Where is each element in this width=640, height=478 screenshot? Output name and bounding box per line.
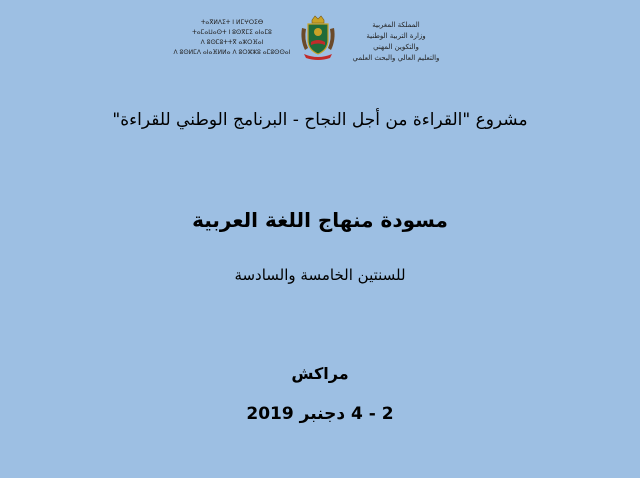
tifinagh-ministry-name xyxy=(168,18,296,58)
city-name: مراكش xyxy=(291,364,349,383)
document-subtitle: للسنتين الخامسة والسادسة xyxy=(234,266,406,284)
event-date: 2 - 4 دجنبر 2019 xyxy=(246,404,394,424)
project-name: مشروع "القراءة من أجل النجاح - البرنامج الوطني للقراءة" xyxy=(112,110,528,130)
tifinagh-line: ⵜⴰⵎⴰⵡⴰⵙⵜ ⵏ ⵓⵙⴳⵎⵉ ⴰⵏⴰⵎⵓ xyxy=(192,29,272,36)
tifinagh-line: ⵜⴰⴳⵍⴷⵉⵜ ⵏ ⵍⵎⵖⵔⵉⴱ xyxy=(200,19,264,26)
ministry-line: والتكوين المهني xyxy=(373,43,419,51)
tifinagh-line: ⴷ ⵓⵙⵍⵎⴷ ⴰⵏⴰⴼⵍⵍⴰ ⴷ ⵓⵔⵣⵣⵓ ⴰⵎⵓⵙⵙⴰⵏ xyxy=(173,49,291,56)
page-header xyxy=(0,8,640,66)
tifinagh-line: ⴷ ⵓⵙⵎⵓⵜⵜⴳ ⴰⵣⵔⴼⴰⵏ xyxy=(200,39,264,46)
ministry-line: المملكة المغربية xyxy=(372,21,420,29)
ministry-name xyxy=(340,20,452,64)
document-title: مسودة منهاج اللغة العربية xyxy=(192,208,448,232)
coat-of-arms-icon xyxy=(296,14,340,62)
ministry-line: وزارة التربية الوطنية xyxy=(366,32,426,40)
ministry-line: والتعليم العالي والبحث العلمي xyxy=(352,54,440,62)
